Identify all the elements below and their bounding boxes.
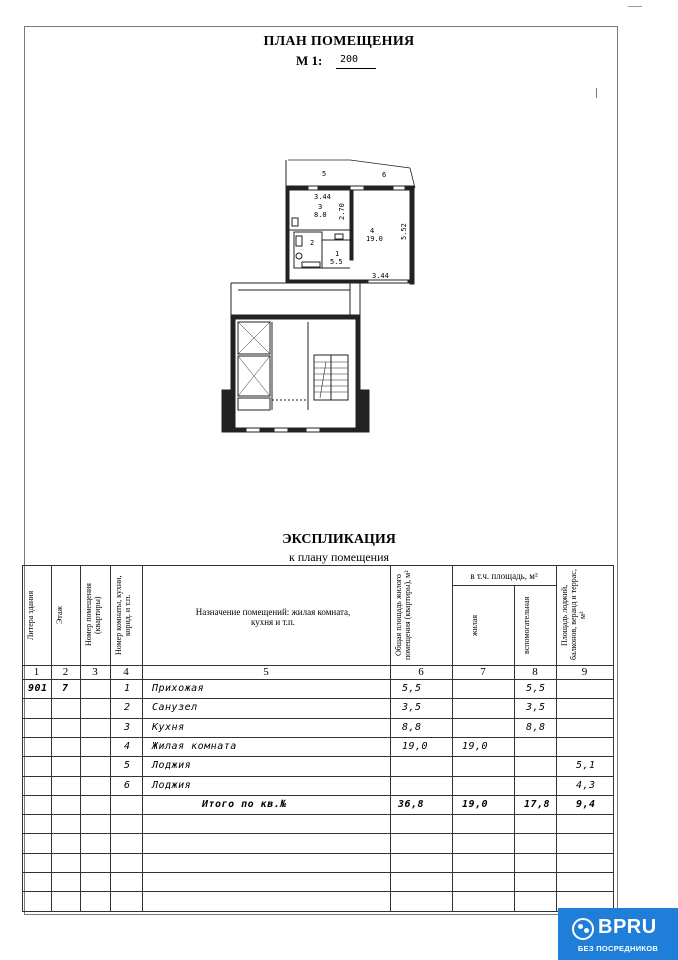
label-room-1: 1	[335, 250, 340, 258]
header-auxiliary: вспомогательная	[522, 596, 531, 654]
label-room-4-area: 19.0	[366, 235, 383, 243]
corner-mark	[628, 6, 642, 7]
cell-room-purpose: Кухня	[152, 721, 185, 733]
cell-room-purpose: Лоджия	[152, 760, 192, 772]
cell-auxiliary-area: 8,8	[526, 721, 546, 733]
floor-plan-drawing	[210, 150, 430, 445]
cell-loggia-area: 4,3	[576, 779, 596, 791]
column-number: 3	[92, 666, 98, 678]
scale-value: 200	[336, 54, 376, 69]
label-room-3-area: 8.8	[314, 211, 327, 219]
cell-room-number: 1	[124, 683, 131, 694]
label-room-2: 2	[310, 239, 315, 247]
explication-table	[22, 565, 613, 910]
cell-room-number: 5	[124, 760, 131, 772]
table-column-rule	[80, 565, 81, 911]
table-group-rule	[452, 585, 557, 586]
header-apartment-number: Номер помещения (квартиры)	[84, 583, 102, 647]
header-living: жилая	[470, 614, 479, 636]
total-auxiliary: 17,8	[524, 798, 551, 810]
header-room-purpose: Назначение помещений: жилая комната, кухня и т.п.	[195, 607, 351, 627]
column-number: 6	[418, 666, 424, 678]
cell-auxiliary-area: 3,5	[526, 702, 546, 714]
cell-room-purpose: Санузел	[152, 702, 198, 714]
cell-room-number: 3	[124, 721, 131, 733]
cell-living-area: 19,0	[462, 740, 489, 752]
cell-room-number: 2	[124, 702, 131, 714]
label-dim-top: 3.44	[314, 193, 331, 201]
cell-room-number: 4	[124, 740, 131, 752]
column-number: 4	[123, 666, 129, 678]
total-row-label: Итого по кв.№	[202, 798, 287, 810]
total-loggia: 9,4	[576, 798, 596, 810]
label-dim-bottom: 3.44	[372, 272, 389, 280]
frame-tick	[596, 88, 597, 98]
label-room-4: 4	[370, 227, 375, 235]
cell-loggia-area: 5,1	[576, 760, 596, 772]
header-room-number: Номер комнаты, кухни, корид. и т.п.	[114, 575, 132, 655]
scale-label: М 1:	[296, 53, 323, 68]
label-dim-552: 5.52	[400, 223, 408, 240]
table-column-rule	[110, 565, 111, 911]
table-column-rule	[613, 565, 614, 911]
header-loggia-area: Площадь лоджий, балконов, веранд и террас, м²	[560, 569, 587, 661]
table-column-rule	[390, 565, 391, 911]
column-number: 5	[263, 666, 269, 678]
column-number: 7	[480, 666, 486, 678]
logo-name: BPRU	[598, 916, 657, 938]
cell-room-number: 6	[124, 779, 131, 791]
explication-subtitle: к плану помещения	[288, 550, 390, 564]
table-column-rule	[452, 565, 453, 911]
header-total-area: Общая площадь жилого помещения (квартиры), м²	[394, 570, 412, 660]
header-building-letter: Литера здания	[26, 590, 35, 640]
logo-tagline: БЕЗ ПОСРЕДНИКОВ	[577, 944, 659, 953]
table-column-rule	[142, 565, 143, 911]
table-column-rule	[556, 565, 557, 911]
plan-title: ПЛАН ПОМЕЩЕНИЯ	[263, 34, 415, 49]
table-column-rule	[22, 565, 23, 911]
cell-room-purpose: Жилая комната	[152, 740, 237, 752]
cell-total-area: 5,5	[402, 683, 422, 694]
explication-title: ЭКСПЛИКАЦИЯ	[282, 532, 396, 547]
column-number: 8	[532, 666, 538, 678]
table-column-rule	[51, 565, 52, 911]
cell-total-area: 19,0	[402, 740, 429, 752]
header-floor: Этаж	[55, 606, 64, 624]
cell-auxiliary-area: 5,5	[526, 683, 546, 694]
cell-building-letter: 901	[28, 683, 48, 694]
label-room-1-area: 5.5	[330, 258, 343, 266]
table-rule	[22, 911, 614, 912]
total-area: 36,8	[398, 798, 425, 810]
bpru-logo-icon	[572, 918, 594, 940]
total-living: 19,0	[462, 798, 489, 810]
header-area-group: в т.ч. площадь, м²	[470, 571, 538, 581]
cell-room-purpose: Прихожая	[152, 683, 205, 694]
cell-total-area: 8,8	[402, 721, 422, 733]
column-number: 1	[33, 666, 40, 678]
column-number: 9	[581, 666, 588, 678]
cell-floor: 7	[62, 683, 69, 694]
bpru-logo	[558, 908, 678, 960]
label-loggia-5: 5	[322, 170, 327, 178]
label-room-3: 3	[318, 203, 323, 211]
table-rule	[514, 585, 515, 911]
cell-total-area: 3,5	[402, 702, 422, 714]
label-dim-270: 2.70	[338, 203, 346, 220]
column-number: 2	[62, 666, 69, 678]
label-loggia-6: 6	[382, 171, 387, 179]
cell-room-purpose: Лоджия	[152, 779, 192, 791]
